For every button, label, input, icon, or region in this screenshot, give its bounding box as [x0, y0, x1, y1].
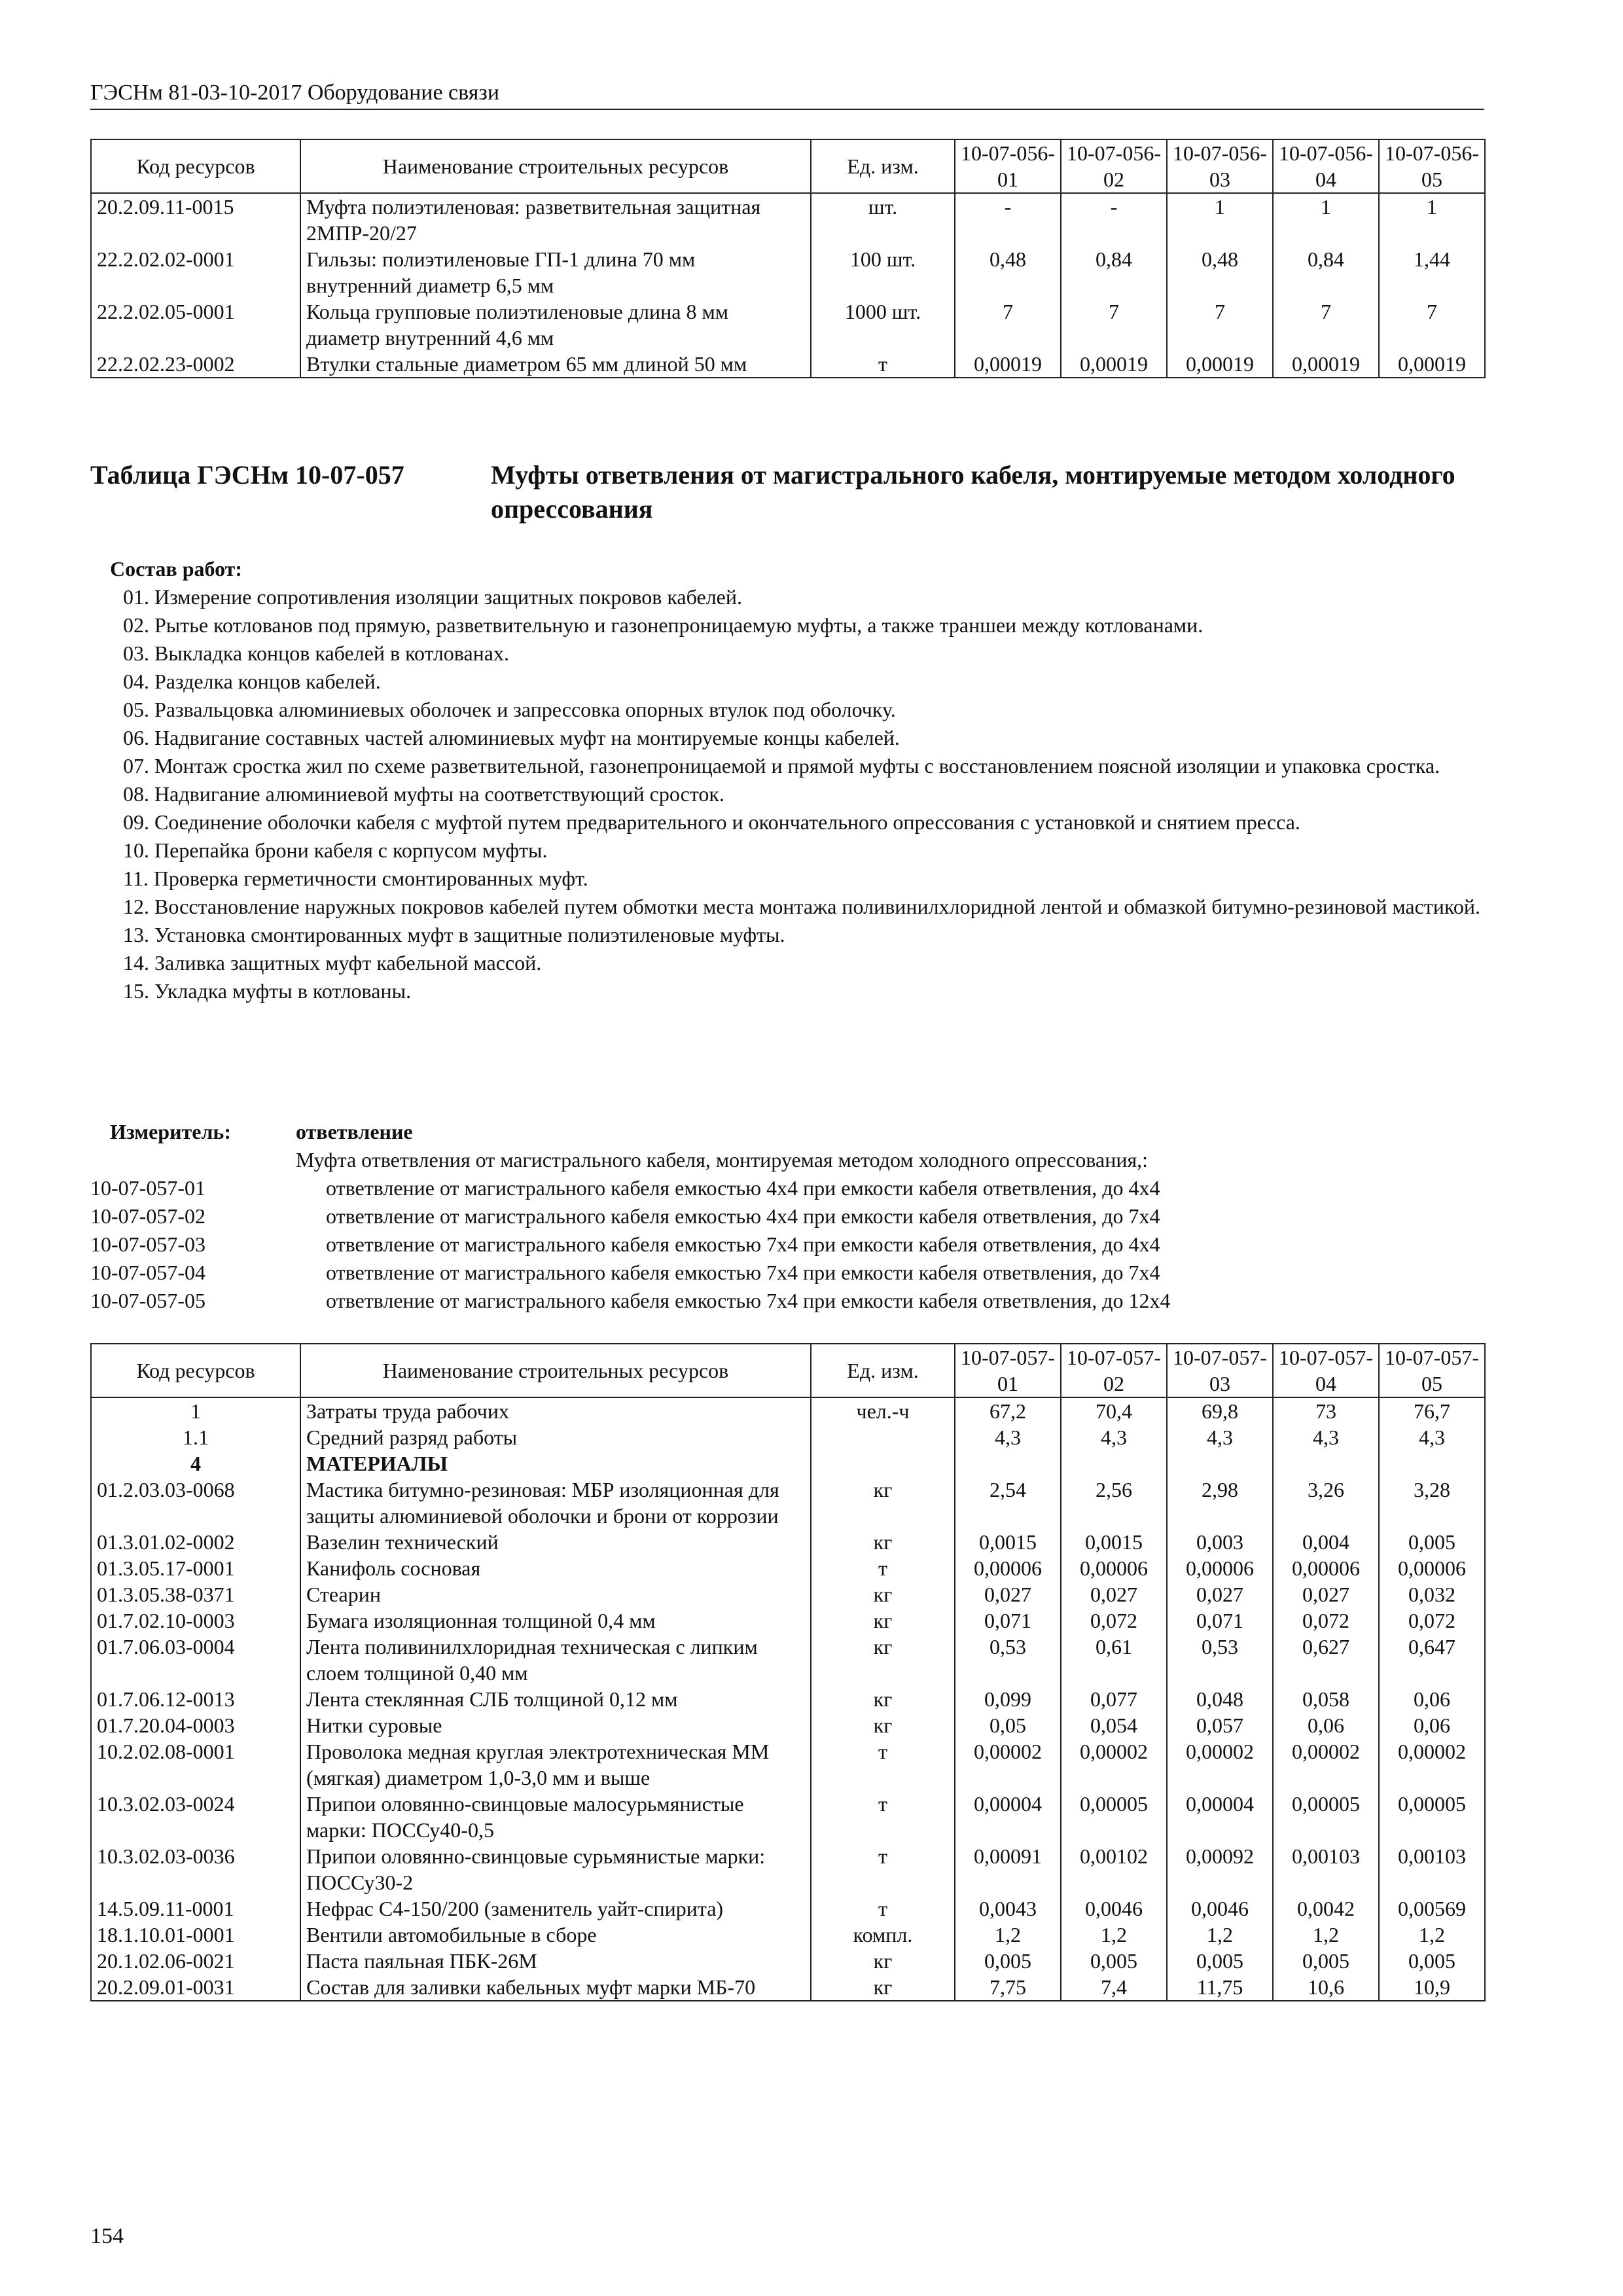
value-cell: 0,00102 [1061, 1843, 1167, 1895]
value-cell: 0,00006 [1167, 1555, 1273, 1581]
value-cell: 0,048 [1167, 1686, 1273, 1712]
resource-name: Состав для заливки кабельных муфт марки МБ-70 [300, 1974, 811, 2001]
value-cell: 0,072 [1379, 1607, 1485, 1634]
value-cell: 0,00019 [1061, 351, 1167, 378]
resources-table-057 [90, 1343, 1486, 2001]
value-cell: 1,44 [1379, 246, 1485, 298]
unit-cell: шт. [811, 193, 955, 246]
meter-rows [90, 1174, 1484, 1315]
value-cell: 0,00019 [1379, 351, 1485, 378]
resource-code: 01.7.06.03-0004 [91, 1634, 300, 1686]
unit-cell: кг [811, 1634, 955, 1686]
running-header: ГЭСНм 81-03-10-2017 Оборудование связи [90, 77, 1484, 110]
value-cell: 4,3 [1273, 1424, 1379, 1450]
value-cell: 0,00004 [955, 1791, 1061, 1843]
value-cell: 73 [1273, 1397, 1379, 1424]
work-item: 14. Заливка защитных муфт кабельной массой. [123, 951, 542, 975]
work-item: 05. Развальцовка алюминиевых оболочек и запрессовка опорных втулок под оболочку. [123, 698, 896, 721]
value-cell: 0,005 [955, 1948, 1061, 1974]
value-cell: 0,00002 [1273, 1738, 1379, 1791]
unit-cell: чел.-ч [811, 1397, 955, 1424]
col-code-header: Код ресурсов [91, 139, 300, 193]
value-cell: 2,98 [1167, 1477, 1273, 1529]
value-cell: 0,627 [1273, 1634, 1379, 1686]
resource-code: 01.3.01.02-0002 [91, 1529, 300, 1555]
resource-name: МАТЕРИАЛЫ [300, 1450, 811, 1477]
table-row [91, 1581, 1485, 1607]
table-row [91, 1791, 1485, 1843]
table-number: Таблица ГЭСНм 10-07-057 [90, 460, 404, 490]
value-cell: 76,7 [1379, 1397, 1485, 1424]
resource-name: Нефрас С4-150/200 (заменитель уайт-спирита) [300, 1895, 811, 1922]
value-cell: 0,05 [955, 1712, 1061, 1738]
resource-name: Средний разряд работы [300, 1424, 811, 1450]
value-cell: 2,56 [1061, 1477, 1167, 1529]
col-unit-header: Ед. изм. [811, 139, 955, 193]
value-cell: 3,28 [1379, 1477, 1485, 1529]
value-cell: 0,06 [1379, 1712, 1485, 1738]
resource-name: Гильзы: полиэтиленовые ГП-1 длина 70 мм внутренний диаметр 6,5 мм [300, 246, 811, 298]
unit-cell [811, 1424, 955, 1450]
table-row [91, 1948, 1485, 1974]
meter-text: ответвление от магистрального кабеля емкостью 7х4 при емкости кабеля ответвления, до 12х4 [326, 1289, 1171, 1312]
value-cell: 7,4 [1061, 1974, 1167, 2001]
table-row [91, 193, 1485, 246]
table-row [91, 1424, 1485, 1450]
table-row [91, 1397, 1485, 1424]
resource-code: 10.2.02.08-0001 [91, 1738, 300, 1791]
value-cell: 0,53 [955, 1634, 1061, 1686]
col-unit-header: Ед. изм. [811, 1344, 955, 1397]
resource-code: 18.1.10.01-0001 [91, 1922, 300, 1948]
work-item: 15. Укладка муфты в котлованы. [123, 979, 412, 1003]
unit-cell: т [811, 351, 955, 378]
value-cell: 0,48 [955, 246, 1061, 298]
value-cell: 0,027 [1061, 1581, 1167, 1607]
col-name-header: Наименование строительных ресурсов [300, 139, 811, 193]
col-code-header: Код ресурсов [91, 1344, 300, 1397]
work-composition [110, 555, 1484, 1005]
resource-code: 01.7.02.10-0003 [91, 1607, 300, 1634]
value-cell: 0,00002 [1167, 1738, 1273, 1791]
value-cell: 0,032 [1379, 1581, 1485, 1607]
work-item: 07. Монтаж сростка жил по схеме разветвительной, газонепроницаемой и прямой муфты с восстановлением поясной изоляции и упаковка сростка. [123, 754, 1440, 778]
value-cell: 3,26 [1273, 1477, 1379, 1529]
unit-cell: т [811, 1843, 955, 1895]
unit-cell: кг [811, 1607, 955, 1634]
table-row [91, 1450, 1485, 1477]
resource-code: 22.2.02.02-0001 [91, 246, 300, 298]
value-cell: 0,005 [1379, 1948, 1485, 1974]
unit-cell: т [811, 1895, 955, 1922]
value-cell: 0,00002 [1379, 1738, 1485, 1791]
work-item: 01. Измерение сопротивления изоляции защитных покровов кабелей. [123, 585, 742, 609]
work-item: 06. Надвигание составных частей алюминиевых муфт на монтируемые концы кабелей. [123, 726, 900, 749]
value-cell: 1 [1379, 193, 1485, 246]
unit-cell: т [811, 1738, 955, 1791]
value-cell: 0,00006 [1379, 1555, 1485, 1581]
col-estimate-header: 10-07-056-05 [1379, 139, 1485, 193]
col-estimate-header: 10-07-056-04 [1273, 139, 1379, 193]
value-cell: 1 [1273, 193, 1379, 246]
resource-name: Вентили автомобильные в сборе [300, 1922, 811, 1948]
col-estimate-header: 10-07-057-03 [1167, 1344, 1273, 1397]
resource-code: 14.5.09.11-0001 [91, 1895, 300, 1922]
resource-name: Кольца групповые полиэтиленовые длина 8 мм диаметр внутренний 4,6 мм [300, 298, 811, 351]
resource-code: 01.3.05.38-0371 [91, 1581, 300, 1607]
value-cell [1061, 1450, 1167, 1477]
table-row [91, 1634, 1485, 1686]
resource-name: Канифоль сосновая [300, 1555, 811, 1581]
resource-name: Нитки суровые [300, 1712, 811, 1738]
resource-code: 01.7.06.12-0013 [91, 1686, 300, 1712]
resource-code: 01.2.03.03-0068 [91, 1477, 300, 1529]
value-cell: 0,0046 [1061, 1895, 1167, 1922]
resource-code: 10.3.02.03-0036 [91, 1843, 300, 1895]
resource-code: 4 [91, 1450, 300, 1477]
value-cell: 4,3 [1167, 1424, 1273, 1450]
unit-cell: т [811, 1555, 955, 1581]
value-cell: 0,06 [1379, 1686, 1485, 1712]
col-estimate-header: 10-07-057-04 [1273, 1344, 1379, 1397]
meter-code: 10-07-057-01 [90, 1176, 205, 1200]
value-cell: 11,75 [1167, 1974, 1273, 2001]
value-cell: 67,2 [955, 1397, 1061, 1424]
col-estimate-header: 10-07-056-03 [1167, 139, 1273, 193]
meter-code: 10-07-057-02 [90, 1204, 205, 1228]
meter-code: 10-07-057-05 [90, 1289, 205, 1312]
value-cell: 0,00103 [1379, 1843, 1485, 1895]
value-cell [1167, 1450, 1273, 1477]
page-number: 154 [90, 2224, 124, 2248]
table-row [91, 1974, 1485, 2001]
value-cell: 1,2 [1379, 1922, 1485, 1948]
resource-name: Лента стеклянная СЛБ толщиной 0,12 мм [300, 1686, 811, 1712]
work-composition-heading: Состав работ: [110, 557, 243, 581]
meter-unit: ответвление [296, 1120, 413, 1143]
resource-code: 20.1.02.06-0021 [91, 1948, 300, 1974]
value-cell: 0,84 [1061, 246, 1167, 298]
value-cell: 0,00006 [955, 1555, 1061, 1581]
meter-text: ответвление от магистрального кабеля емкостью 4х4 при емкости кабеля ответвления, до 7х4 [326, 1204, 1160, 1228]
value-cell: 7 [1379, 298, 1485, 351]
resource-code: 20.2.09.11-0015 [91, 193, 300, 246]
meter-row [90, 1230, 1484, 1259]
value-cell [1379, 1450, 1485, 1477]
value-cell: 0,003 [1167, 1529, 1273, 1555]
resource-name: Бумага изоляционная толщиной 0,4 мм [300, 1607, 811, 1634]
table-row [91, 1477, 1485, 1529]
value-cell: 0,005 [1379, 1529, 1485, 1555]
value-cell: 0,00103 [1273, 1843, 1379, 1895]
value-cell: 1,2 [955, 1922, 1061, 1948]
unit-cell: кг [811, 1948, 955, 1974]
work-item: 13. Установка смонтированных муфт в защитные полиэтиленовые муфты. [123, 923, 785, 946]
meter-row [90, 1174, 1484, 1202]
value-cell: 0,00005 [1061, 1791, 1167, 1843]
meter-label: Измеритель: [110, 1120, 231, 1143]
table-row [91, 1843, 1485, 1895]
resource-name: Припои оловянно-свинцовые сурьмянистые марки: ПОССу30-2 [300, 1843, 811, 1895]
col-estimate-header: 10-07-057-02 [1061, 1344, 1167, 1397]
table-row [91, 351, 1485, 378]
value-cell: 0,06 [1273, 1712, 1379, 1738]
table-row [91, 1922, 1485, 1948]
col-estimate-header: 10-07-057-01 [955, 1344, 1061, 1397]
meter-row [90, 1287, 1484, 1315]
resource-name: Паста паяльная ПБК-26М [300, 1948, 811, 1974]
unit-cell: кг [811, 1686, 955, 1712]
work-item: 10. Перепайка брони кабеля с корпусом муфты. [123, 838, 548, 862]
table-row [91, 1555, 1485, 1581]
value-cell: - [955, 193, 1061, 246]
value-cell: 0,057 [1167, 1712, 1273, 1738]
value-cell: - [1061, 193, 1167, 246]
resource-code: 22.2.02.05-0001 [91, 298, 300, 351]
value-cell: 0,099 [955, 1686, 1061, 1712]
value-cell: 0,005 [1167, 1948, 1273, 1974]
value-cell: 0,027 [955, 1581, 1061, 1607]
work-item: 09. Соединение оболочки кабеля с муфтой путем предварительного и окончательного опрессования с установкой и снятием пресса. [123, 810, 1300, 834]
value-cell: 0,072 [1273, 1607, 1379, 1634]
table-row [91, 1607, 1485, 1634]
table-row [91, 1712, 1485, 1738]
resource-name: Стеарин [300, 1581, 811, 1607]
value-cell: 0,072 [1061, 1607, 1167, 1634]
value-cell: 0,00002 [1061, 1738, 1167, 1791]
value-cell: 4,3 [955, 1424, 1061, 1450]
meter-code: 10-07-057-03 [90, 1232, 205, 1256]
value-cell: 2,54 [955, 1477, 1061, 1529]
col-estimate-header: 10-07-056-02 [1061, 139, 1167, 193]
value-cell: 70,4 [1061, 1397, 1167, 1424]
table-row [91, 1686, 1485, 1712]
value-cell: 0,84 [1273, 246, 1379, 298]
value-cell: 0,00092 [1167, 1843, 1273, 1895]
resource-code: 01.3.05.17-0001 [91, 1555, 300, 1581]
value-cell: 7 [1273, 298, 1379, 351]
value-cell: 0,0046 [1167, 1895, 1273, 1922]
value-cell: 69,8 [1167, 1397, 1273, 1424]
resources-table-056 [90, 139, 1486, 378]
work-item: 08. Надвигание алюминиевой муфты на соответствующий сросток. [123, 782, 724, 806]
col-estimate-header: 10-07-057-05 [1379, 1344, 1485, 1397]
value-cell: 0,0015 [1061, 1529, 1167, 1555]
value-cell: 0,058 [1273, 1686, 1379, 1712]
unit-cell: кг [811, 1581, 955, 1607]
value-cell: 0,005 [1273, 1948, 1379, 1974]
value-cell: 0,054 [1061, 1712, 1167, 1738]
resource-code: 22.2.02.23-0002 [91, 351, 300, 378]
value-cell: 4,3 [1379, 1424, 1485, 1450]
unit-cell: 100 шт. [811, 246, 955, 298]
resource-name: Лента поливинилхлоридная техническая с липким слоем толщиной 0,40 мм [300, 1634, 811, 1686]
value-cell: 0,071 [1167, 1607, 1273, 1634]
resource-name: Проволока медная круглая электротехническая ММ (мягкая) диаметром 1,0-3,0 мм и выше [300, 1738, 811, 1791]
value-cell: 0,077 [1061, 1686, 1167, 1712]
value-cell: 0,027 [1273, 1581, 1379, 1607]
value-cell: 0,61 [1061, 1634, 1167, 1686]
work-item: 12. Восстановление наружных покровов кабелей путем обмотки места монтажа поливинилхлоридной лентой и обмазкой битумно-резиновой мастикой. [123, 895, 1480, 918]
value-cell: 0,53 [1167, 1634, 1273, 1686]
unit-cell: компл. [811, 1922, 955, 1948]
work-items [110, 583, 1484, 1005]
value-cell: 0,00091 [955, 1843, 1061, 1895]
unit-cell: кг [811, 1477, 955, 1529]
meter-text: ответвление от магистрального кабеля емкостью 7х4 при емкости кабеля ответвления, до 4х4 [326, 1232, 1160, 1256]
meter-description: Муфта ответвления от магистрального кабеля, монтируемая методом холодного опрессования,: [296, 1148, 1149, 1172]
table-row [91, 1738, 1485, 1791]
table-row [91, 246, 1485, 298]
value-cell [1273, 1450, 1379, 1477]
value-cell: 0,00006 [1061, 1555, 1167, 1581]
work-item: 11. Проверка герметичности смонтированных муфт. [123, 867, 588, 890]
value-cell: 0,071 [955, 1607, 1061, 1634]
value-cell: 1,2 [1167, 1922, 1273, 1948]
resource-code: 01.7.20.04-0003 [91, 1712, 300, 1738]
value-cell: 0,00019 [1167, 351, 1273, 378]
table-row [91, 298, 1485, 351]
value-cell: 0,00002 [955, 1738, 1061, 1791]
resource-name: Втулки стальные диаметром 65 мм длиной 50 мм [300, 351, 811, 378]
value-cell: 7 [1167, 298, 1273, 351]
value-cell: 1,2 [1061, 1922, 1167, 1948]
meter-row [90, 1202, 1484, 1230]
work-item: 04. Разделка концов кабелей. [123, 670, 381, 693]
value-cell: 1 [1167, 193, 1273, 246]
value-cell: 0,00019 [955, 351, 1061, 378]
table-name: Муфты ответвления от магистрального кабеля, монтируемые методом холодного опрессования [491, 460, 1455, 524]
value-cell: 0,004 [1273, 1529, 1379, 1555]
meter-code: 10-07-057-04 [90, 1261, 205, 1284]
resource-name: Затраты труда рабочих [300, 1397, 811, 1424]
value-cell: 0,00004 [1167, 1791, 1273, 1843]
unit-cell: 1000 шт. [811, 298, 955, 351]
table-row [91, 1895, 1485, 1922]
resource-name: Припои оловянно-свинцовые малосурьмянистые марки: ПОССу40-0,5 [300, 1791, 811, 1843]
resource-code: 10.3.02.03-0024 [91, 1791, 300, 1843]
resource-code: 20.2.09.01-0031 [91, 1974, 300, 2001]
resource-name: Муфта полиэтиленовая: разветвительная защитная 2МПР-20/27 [300, 193, 811, 246]
work-item: 03. Выкладка концов кабелей в котлованах. [123, 641, 509, 665]
value-cell [955, 1450, 1061, 1477]
col-name-header: Наименование строительных ресурсов [300, 1344, 811, 1397]
value-cell: 0,00006 [1273, 1555, 1379, 1581]
work-item: 02. Рытье котлованов под прямую, разветвительную и газонепроницаемую муфты, а также траншеи между котлованами. [123, 613, 1204, 637]
value-cell: 0,00019 [1273, 351, 1379, 378]
value-cell: 0,0043 [955, 1895, 1061, 1922]
value-cell: 0,647 [1379, 1634, 1485, 1686]
meter-text: ответвление от магистрального кабеля емкостью 7х4 при емкости кабеля ответвления, до 7х4 [326, 1261, 1160, 1284]
resource-code: 1.1 [91, 1424, 300, 1450]
meter-text: ответвление от магистрального кабеля емкостью 4х4 при емкости кабеля ответвления, до 4х4 [326, 1176, 1160, 1200]
value-cell: 0,005 [1061, 1948, 1167, 1974]
value-cell: 0,00005 [1273, 1791, 1379, 1843]
resource-name: Мастика битумно-резиновая: МБР изоляционная для защиты алюминиевой оболочки и брони от коррозии [300, 1477, 811, 1529]
value-cell: 4,3 [1061, 1424, 1167, 1450]
unit-cell: т [811, 1791, 955, 1843]
meter-row [90, 1259, 1484, 1287]
value-cell: 0,027 [1167, 1581, 1273, 1607]
resource-name: Вазелин технический [300, 1529, 811, 1555]
value-cell: 7 [1061, 298, 1167, 351]
value-cell: 10,6 [1273, 1974, 1379, 2001]
unit-cell: кг [811, 1712, 955, 1738]
value-cell: 0,0042 [1273, 1895, 1379, 1922]
value-cell: 1,2 [1273, 1922, 1379, 1948]
table-row [91, 1529, 1485, 1555]
value-cell: 0,48 [1167, 246, 1273, 298]
unit-cell: кг [811, 1529, 955, 1555]
value-cell: 7,75 [955, 1974, 1061, 2001]
value-cell: 0,0015 [955, 1529, 1061, 1555]
unit-cell [811, 1450, 955, 1477]
resource-code: 1 [91, 1397, 300, 1424]
value-cell: 10,9 [1379, 1974, 1485, 2001]
value-cell: 7 [955, 298, 1061, 351]
value-cell: 0,00005 [1379, 1791, 1485, 1843]
value-cell: 0,00569 [1379, 1895, 1485, 1922]
col-estimate-header: 10-07-056-01 [955, 139, 1061, 193]
unit-cell: кг [811, 1974, 955, 2001]
